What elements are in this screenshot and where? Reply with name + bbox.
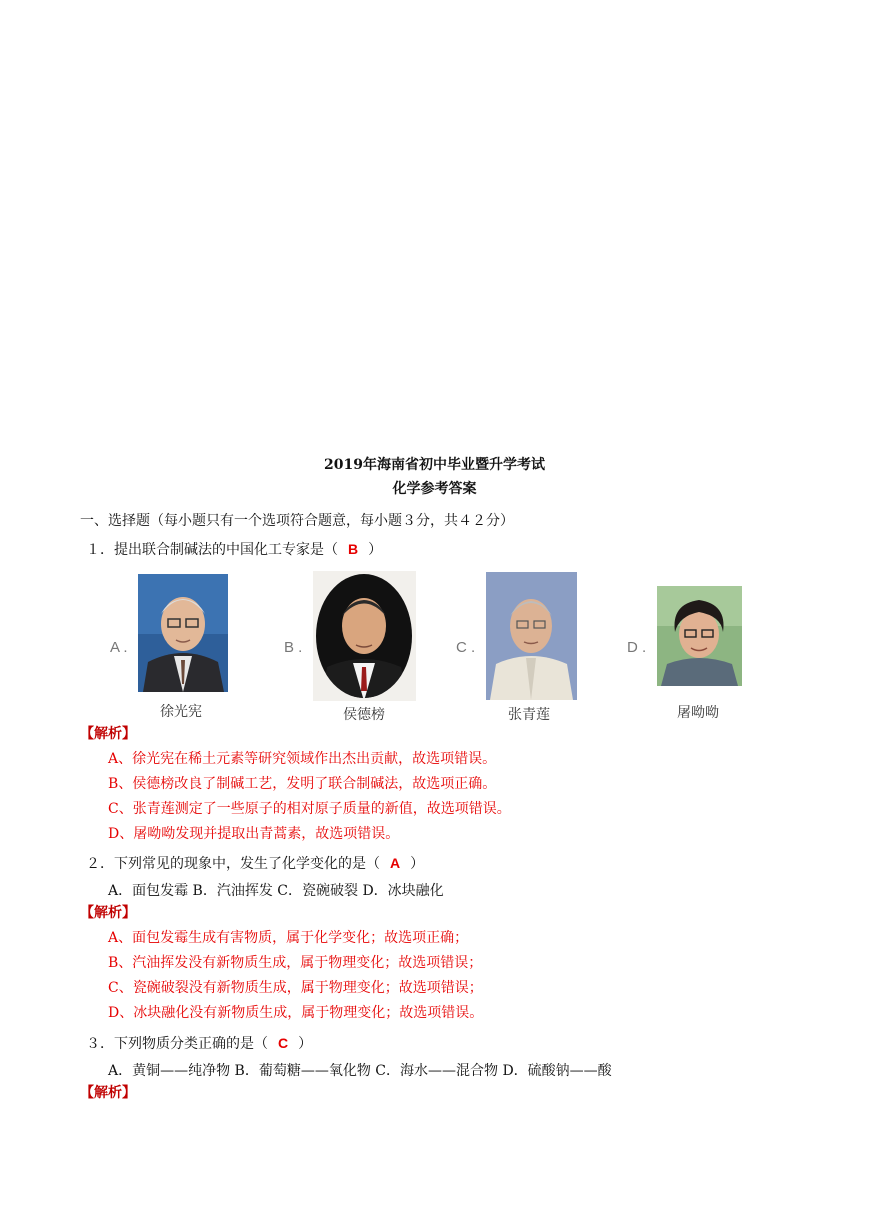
portrait-c-image (486, 572, 577, 700)
question-2-answer: A (390, 855, 401, 871)
question-2-options: A．面包发霉 B．汽油挥发 C．瓷碗破裂 D．冰块融化 (108, 883, 444, 899)
question-3-options: A．黄铜——纯净物 B．葡萄糖——氧化物 C．海水——混合物 D．硫酸钠——酸 (108, 1063, 612, 1079)
question-1-analysis-a: A、徐光宪在稀土元素等研究领域作出杰出贡献，故选项错误。 (108, 751, 497, 767)
question-2-analysis-a: A、面包发霉生成有害物质，属于化学变化；故选项正确； (108, 930, 469, 946)
question-2-analysis-d: D、冰块融化没有新物质生成，属于物理变化；故选项错误。 (108, 1005, 484, 1021)
question-2-analysis-c: C、瓷碗破裂没有新物质生成，属于物理变化；故选项错误； (108, 980, 483, 996)
question-1-analysis-c: C、张青莲测定了一些原子的相对原子质量的新值，故选项错误。 (108, 801, 511, 817)
question-2-close: ） (410, 856, 425, 872)
question-1-analysis-label: 【解析】 (80, 726, 136, 742)
question-3-stem: ３．下列物质分类正确的是（ (86, 1036, 268, 1052)
question-3-close: ） (298, 1036, 313, 1052)
question-1 (86, 539, 382, 559)
question-1-close: ） (368, 542, 383, 558)
option-d-name: 屠呦呦 (677, 705, 719, 721)
question-3 (86, 1033, 312, 1053)
option-c-name: 张青莲 (508, 707, 550, 723)
portrait-d-image (657, 586, 742, 686)
option-c-letter: C . (456, 639, 476, 656)
question-1-analysis-b: B、侯德榜改良了制碱工艺，发明了联合制碱法，故选项正确。 (108, 776, 497, 792)
option-b-letter: B . (284, 639, 303, 656)
page-title: 2019年海南省初中毕业暨升学考试 (324, 457, 545, 473)
section-heading: 一、选择题（每小题只有一个选项符合题意，每小题３分，共４２分） (80, 513, 514, 529)
question-3-answer: C (278, 1035, 289, 1051)
question-1-analysis-d: D、屠呦呦发现并提取出青蒿素，故选项错误。 (108, 826, 400, 842)
question-2-analysis-b: B、汽油挥发没有新物质生成，属于物理变化；故选项错误； (108, 955, 483, 971)
question-1-stem: １．提出联合制碱法的中国化工专家是（ (86, 542, 338, 558)
option-d-letter: D . (627, 639, 647, 656)
question-3-analysis-label: 【解析】 (80, 1085, 136, 1101)
page-subtitle: 化学参考答案 (392, 481, 477, 497)
question-2-stem: ２．下列常见的现象中，发生了化学变化的是（ (86, 856, 380, 872)
option-a-letter: A . (110, 639, 128, 656)
portrait-b-image (313, 571, 416, 701)
question-1-answer: B (348, 541, 359, 557)
question-2-analysis-label: 【解析】 (80, 905, 136, 921)
option-b-name: 侯德榜 (343, 707, 385, 723)
portrait-a-image (138, 574, 228, 692)
question-2 (86, 853, 424, 873)
option-a-name: 徐光宪 (160, 704, 202, 720)
